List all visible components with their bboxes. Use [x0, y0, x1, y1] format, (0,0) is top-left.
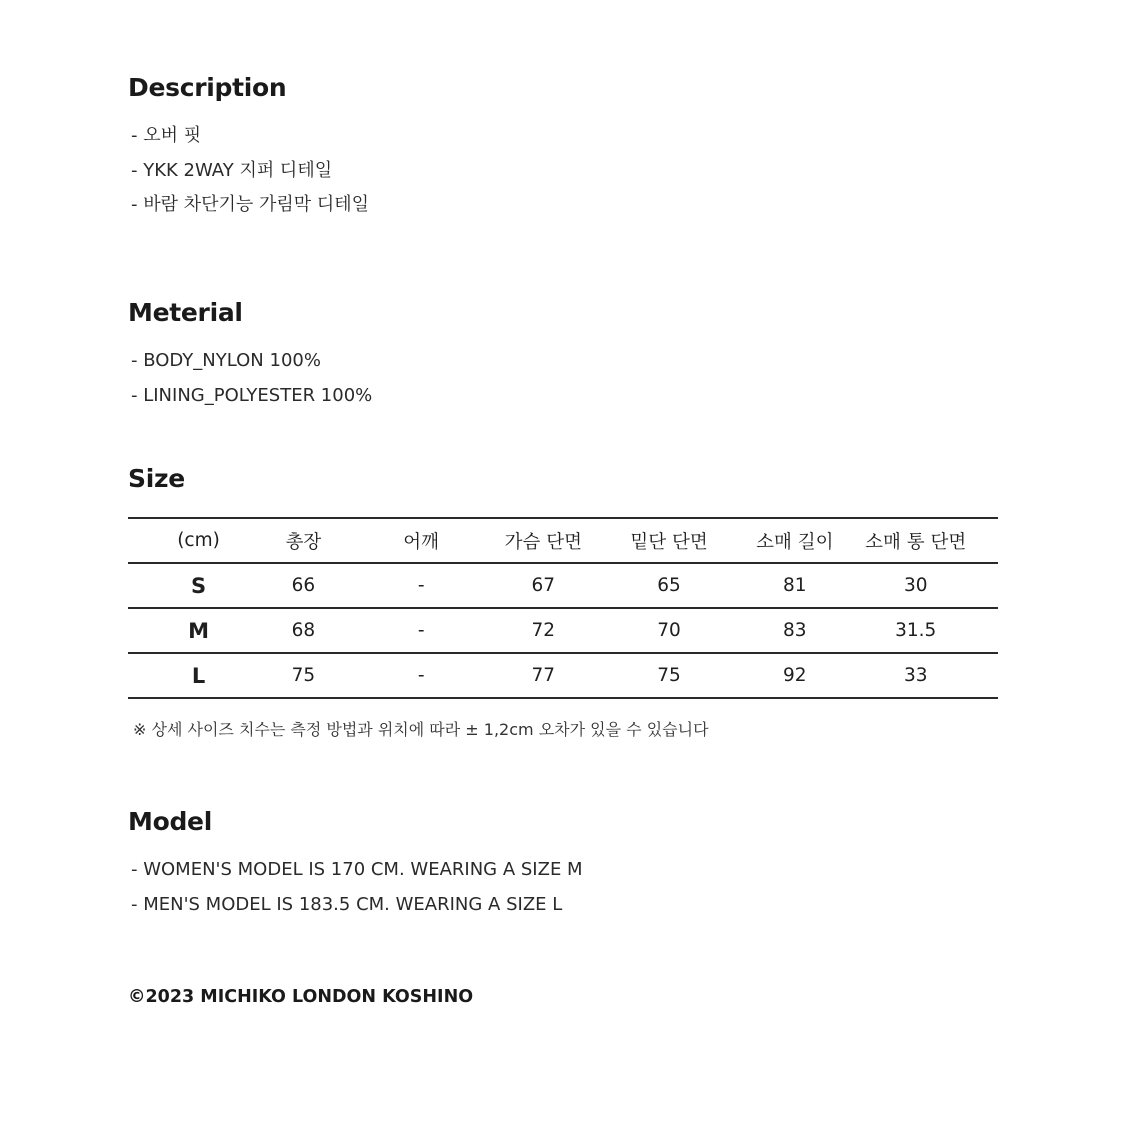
- table-cell: 77: [531, 665, 556, 686]
- table-cell: 92: [783, 665, 807, 686]
- list-item: - WOMEN'S MODEL IS 170 CM. WEARING A SIZE M: [131, 859, 583, 880]
- table-cell: 75: [291, 665, 316, 686]
- material-list: [131, 352, 372, 421]
- header-cell-length: 총장: [285, 531, 322, 553]
- size-cell: L: [191, 663, 206, 688]
- list-item: - BODY_NYLON 100%: [131, 350, 321, 371]
- table-cell: 68: [291, 620, 316, 641]
- table-cell: -: [417, 620, 425, 641]
- table-cell: -: [417, 575, 425, 596]
- description-list: [131, 127, 369, 231]
- table-cell: 83: [783, 620, 807, 641]
- table-cell: 33: [903, 665, 928, 686]
- list-item: - 바람 차단기능 가림막 디테일: [131, 194, 370, 215]
- table-cell: 31.5: [895, 620, 937, 641]
- size-table: [128, 517, 998, 699]
- table-row: [128, 563, 998, 608]
- list-item: - YKK 2WAY 지퍼 디테일: [131, 159, 333, 181]
- table-cell: 70: [657, 620, 681, 641]
- copyright: ©2023 MICHIKO LONDON KOSHINO: [128, 987, 474, 1007]
- model-list: [131, 861, 583, 930]
- material-title: Meterial: [128, 298, 243, 327]
- table-row: [128, 608, 998, 653]
- list-item: - LINING_POLYESTER 100%: [131, 384, 373, 406]
- description-title: Description: [128, 73, 287, 102]
- header-cell-hem: 밑단 단면: [630, 531, 708, 553]
- table-cell: 75: [657, 665, 681, 686]
- size-cell: M: [188, 618, 209, 643]
- list-item: - 오버 핏: [131, 125, 202, 146]
- table-cell: 67: [531, 575, 556, 596]
- size-title: Size: [128, 464, 185, 493]
- size-cell: [128, 563, 269, 608]
- table-header-row: [128, 518, 998, 563]
- table-cell: -: [417, 665, 425, 686]
- header-cell-sleeve-length: 소매 길이: [756, 531, 834, 553]
- size-note: ※ 상세 사이즈 치수는 측정 방법과 위치에 따라 ± 1,2cm 오차가 있을 수 있습니다: [133, 720, 709, 739]
- model-title: Model: [128, 807, 212, 836]
- header-cell-chest: 가슴 단면: [504, 531, 582, 553]
- table-cell: 65: [657, 575, 681, 596]
- header-cell-sleeve-width: 소매 통 단면: [865, 531, 967, 553]
- table-cell: 81: [783, 575, 807, 596]
- table-row: [128, 653, 998, 698]
- table-cell: 30: [903, 575, 928, 596]
- header-cell-shoulder: 어깨: [403, 531, 440, 553]
- table-cell: 72: [531, 620, 556, 641]
- list-item: - MEN'S MODEL IS 183.5 CM. WEARING A SIZE L: [131, 893, 563, 915]
- header-cell-unit: (cm): [177, 530, 220, 551]
- table-cell: 66: [291, 575, 316, 596]
- size-highlight: S: [187, 574, 210, 598]
